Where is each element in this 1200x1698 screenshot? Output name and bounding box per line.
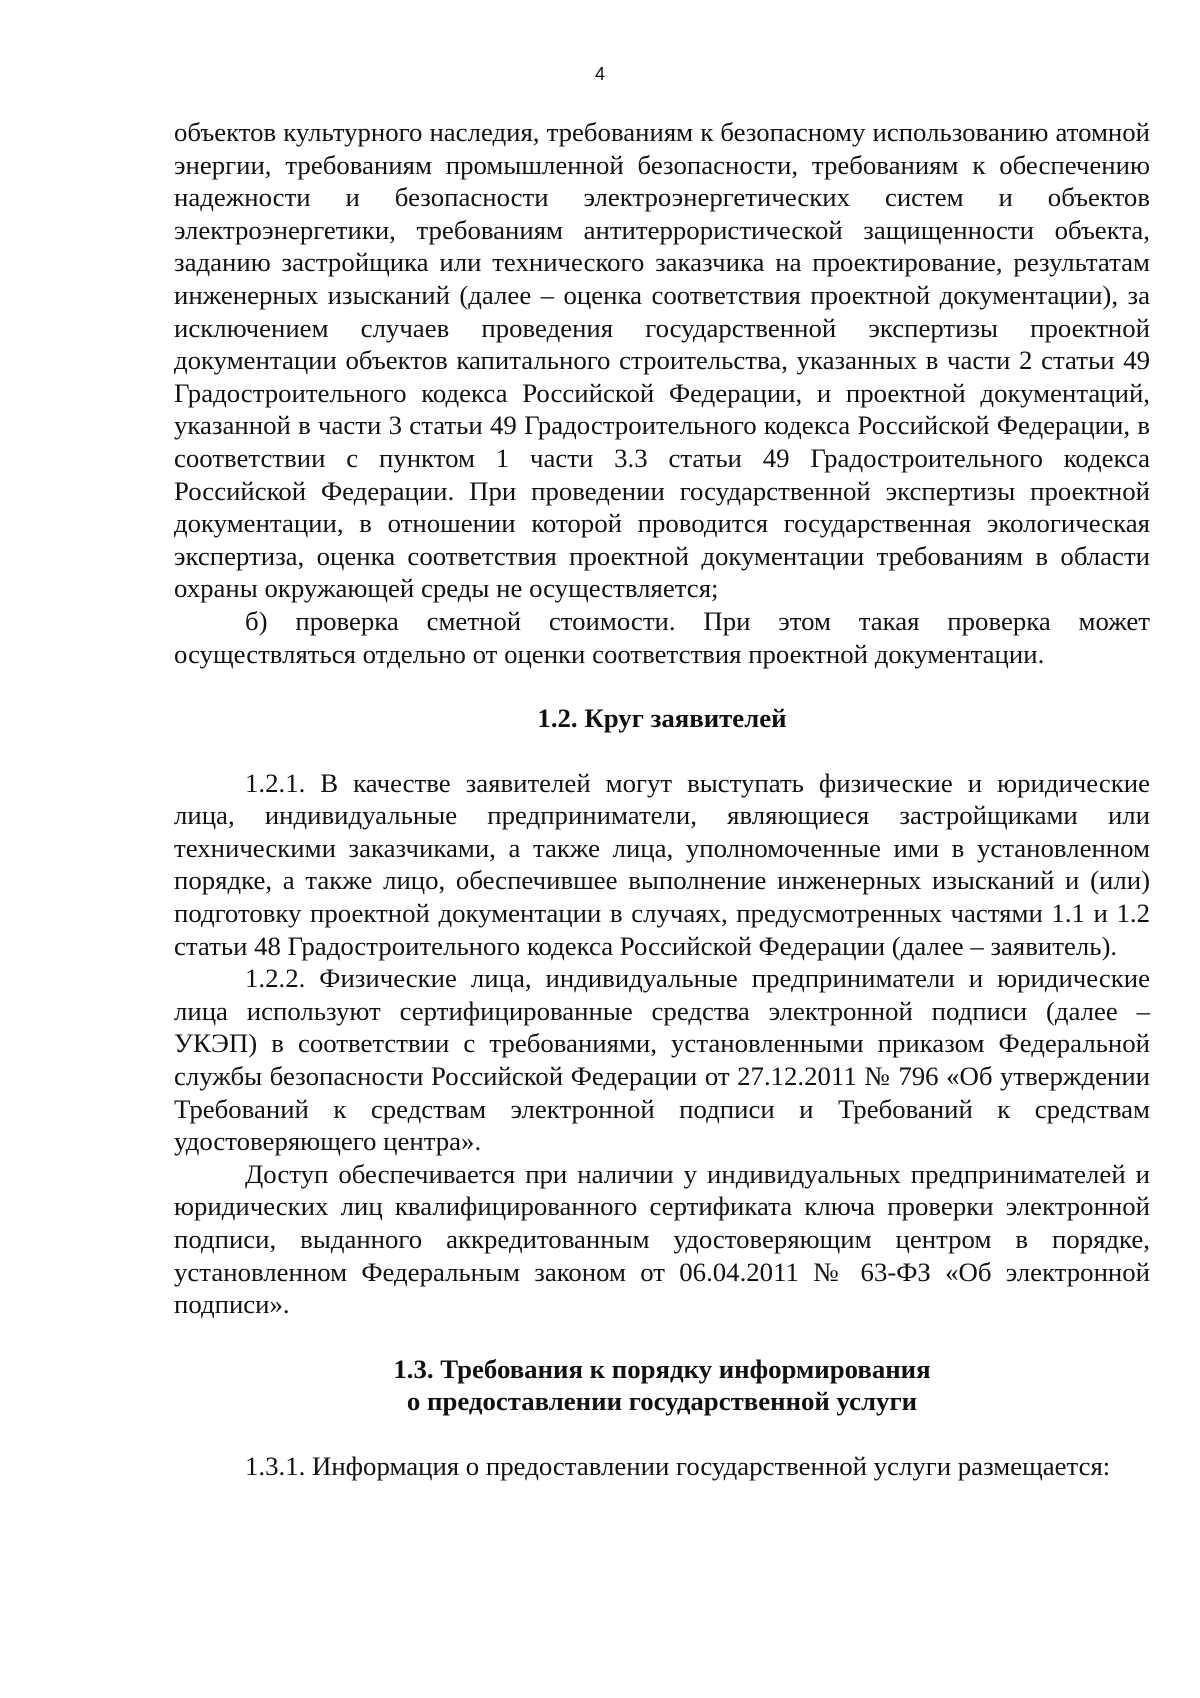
section-heading-informing-line1: 1.3. Требования к порядку информирования <box>393 1353 931 1384</box>
paragraph-continuation: объектов культурного наследия, требованиям к безопасному использованию атомной энергии, требованиям промышленной безопасности, требованиям к обеспечению надежности и безопасности электроэнергетических систем и объектов электроэнергетики, требованиям антитеррористической защищенности объекта, заданию застройщика или технического заказчика на проектирование, результатам инженерных изысканий (далее – оценка соответствия проектной документации), за исключением случаев проведения государственной экспертизы проектной документации объектов капитального строительства, указанных в части 2 статьи 49 Градостроительного кодекса Российской Федерации, и проектной документаций, указанной в части 3 статьи 49 Градостроительного кодекса Российской Федерации, в соответствии с пунктом 1 части 3.3 статьи 49 Градостроительного кодекса Российской Федерации. При проведении государственной экспертизы проектной документации, в отношении которой проводится государственная экологическая экспертиза, оценка соответствия проектной документации требованиям в области охраны окружающей среды не осуществляется; <box>174 117 1150 604</box>
paragraph-1-3-1: 1.3.1. Информация о предоставлении государственной услуги размещается: <box>245 1450 1111 1481</box>
section-heading-informing-line2: о предоставлении государственной услуги <box>406 1386 918 1417</box>
page-number: 4 <box>594 64 605 84</box>
paragraph-access: Доступ обеспечивается при наличии у индивидуальных предпринимателей и юридических лиц квалифицированного сертификата ключа проверки электронной подписи, выданного аккредитованным удостоверяющим центром в порядке, установленном Федеральным законом от 06.04.2011 № 63-ФЗ «Об электронной подписи». <box>174 1158 1150 1320</box>
section-heading-applicants: 1.2. Круг заявителей <box>537 703 787 734</box>
document-body <box>174 116 1150 1483</box>
paragraph-1-2-1: 1.2.1. В качестве заявителей могут выступать физические и юридические лица, индивидуальные предприниматели, являющиеся застройщиками или техническими заказчиками, а также лица, уполномоченные ими в установленном порядке, а также лицо, обеспечившее выполнение инженерных изысканий и (или) подготовку проектной документации в случаях, предусмотренных частями 1.1 и 1.2 статьи 48 Градостроительного кодекса Российской Федерации (далее – заявитель). <box>174 767 1150 961</box>
paragraph-estimate-check: б) проверка сметной стоимости. При этом такая проверка может осуществляться отдельно от оценки соответствия проектной документации. <box>174 605 1150 669</box>
paragraph-1-2-2: 1.2.2. Физические лица, индивидуальные предприниматели и юридические лица используют сертифицированные средства электронной подписи (далее – УКЭП) в соответствии с требованиями, установленными приказом Федеральной службы безопасности Российской Федерации от 27.12.2011 № 796 «Об утверждении Требований к средствам электронной подписи и Требований к средствам удостоверяющего центра». <box>174 963 1150 1157</box>
section-heading-informing <box>174 1353 1150 1418</box>
